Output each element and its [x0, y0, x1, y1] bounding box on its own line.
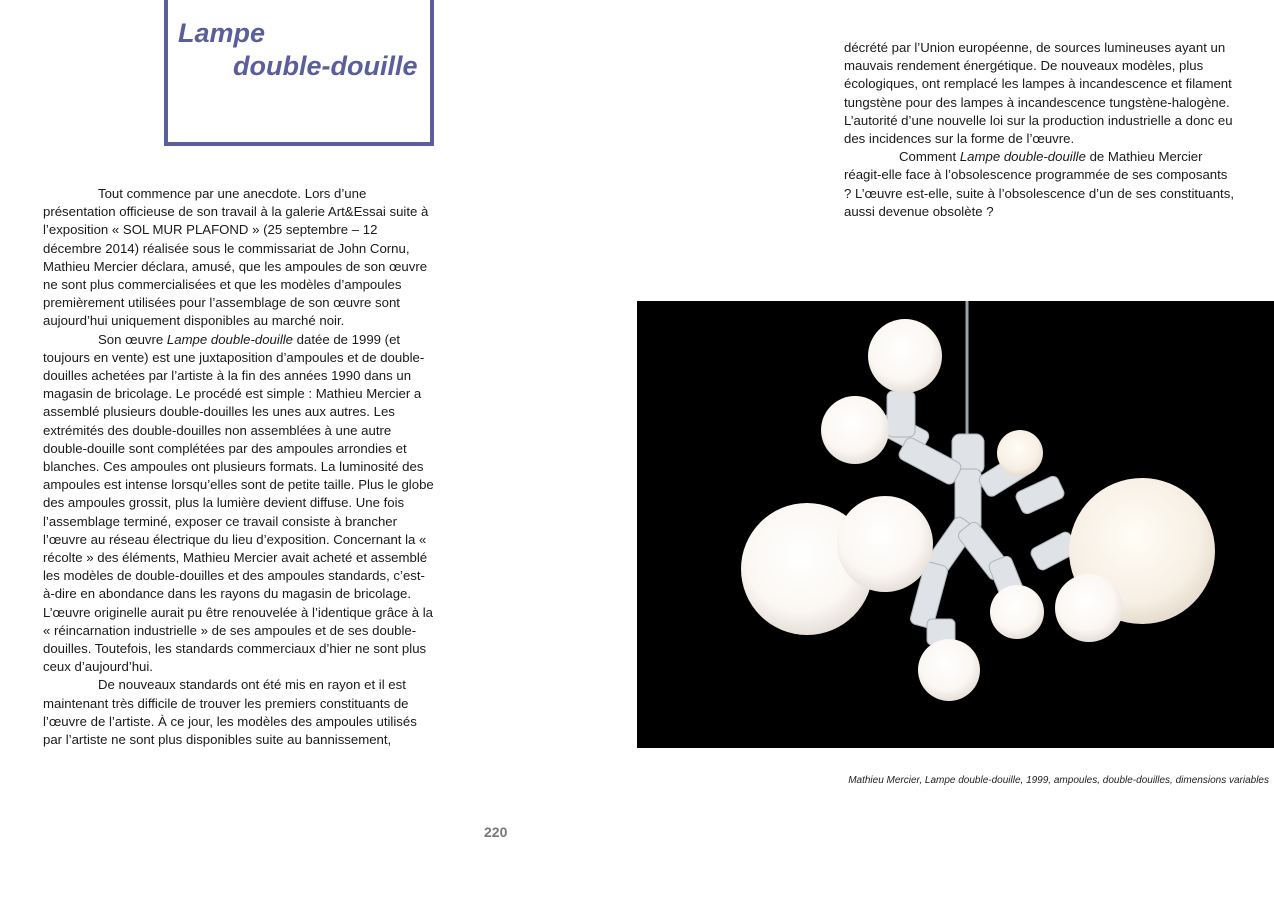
paragraph-1: Tout commence par une anecdote. Lors d’une présentation officieuse de son travail à la galerie Art&Essai suite à l’exposition « SOL MUR PLAFOND » (25 septembre – 12 décembre 2014) réalisée sous le commissariat de John Cornu, Mathieu Mercier déclara, amusé, que les ampoules de son œuvre ne sont plus commercialisées et que les modèles d’ampoules premièrement utilisées pour l’assemblage de son œuvre sont aujourd’hui uniquement disponibles au marché noir. — [43, 186, 429, 329]
artwork-photo — [637, 301, 1274, 748]
page-number: 220 — [484, 824, 508, 840]
paragraph-5 — [844, 148, 1236, 221]
left-text-column — [43, 185, 435, 749]
paragraph-4: décrété par l’Union européenne, de sources lumineuses ayant un mauvais rendement énergétique. De nouveaux modèles, plus écologiques, ont remplacé les lampes à incandescence et filament tungstène pour des lampes à incandescence tungstène-halogène. L’autorité d’une nouvelle loi sur la production industrielle a donc eu des incidences sur la forme de l’œuvre. — [844, 40, 1233, 147]
paragraph-3: De nouveaux standards ont été mis en rayon et il est maintenant très difficile de trouver les premiers constituants de l’œuvre de l’artiste. À ce jour, les modèles des ampoules utilisés par l’artiste ne sont plus disponibles suite au bannissement, — [43, 677, 417, 748]
paragraph-2-body: datée de 1999 (et toujours en vente) est une juxtaposition d’ampoules et de double-douilles achetées par l’artiste à la fin des années 1990 dans un magasin de bricolage. Le procédé est simple : Mathieu Mercier a assemblé plusieurs double-douilles les unes aux autres. Les extrémités des double-douilles non assemblées à une autre double-douille sont complétées par des ampoules arrondies et blanches. Ces ampoules ont plusieurs formats. La luminosité des ampoules est intense lorsqu’elles sont de petite taille. Plus le globe des ampoules grossit, plus la lumière devient diffuse. Une fois l’assemblage terminé, exposer ce travail consiste à brancher l’œuvre au réseau électrique du lieu d’exposition. Concernant la « récolte » des éléments, Mathieu Mercier avait acheté et assemblé les modèles de double-douilles et des ampoules standards, c’est-à-dire en abondance dans les rayons du magasin de bricolage. L’œuvre originelle aurait pu être renouvelée à l’identique grâce à la « réincarnation industrielle » de ses ampoules et de ses double-douilles. Toutefois, les standards commerciaux d’hier ne sont plus ceux d’aujourd’hui. — [43, 331, 434, 675]
title-line-2: double-douille — [233, 51, 418, 81]
title-line-1: Lampe — [178, 18, 266, 48]
lamp-illustration — [637, 301, 1274, 748]
artwork-title-2: Lampe double-douille — [959, 149, 1086, 165]
paragraph-5-prefix: Comment — [899, 149, 960, 165]
figure-caption: Mathieu Mercier, Lampe double-douille, 1999, ampoules, double-douilles, dimensions variables — [848, 775, 1269, 786]
right-text-column — [844, 39, 1236, 221]
paragraph-2-prefix: Son œuvre — [98, 331, 167, 347]
artwork-title: Lampe double-douille — [166, 331, 294, 347]
paragraph-5-body: de Mathieu Mercier réagit-elle face à l’obsolescence programmée de ses composants ? L’œuvre est-elle, suite à l’obsolescence d’un de ses constituants, aussi devenue obsolète ? — [844, 149, 1234, 219]
paragraph-2 — [43, 331, 435, 677]
